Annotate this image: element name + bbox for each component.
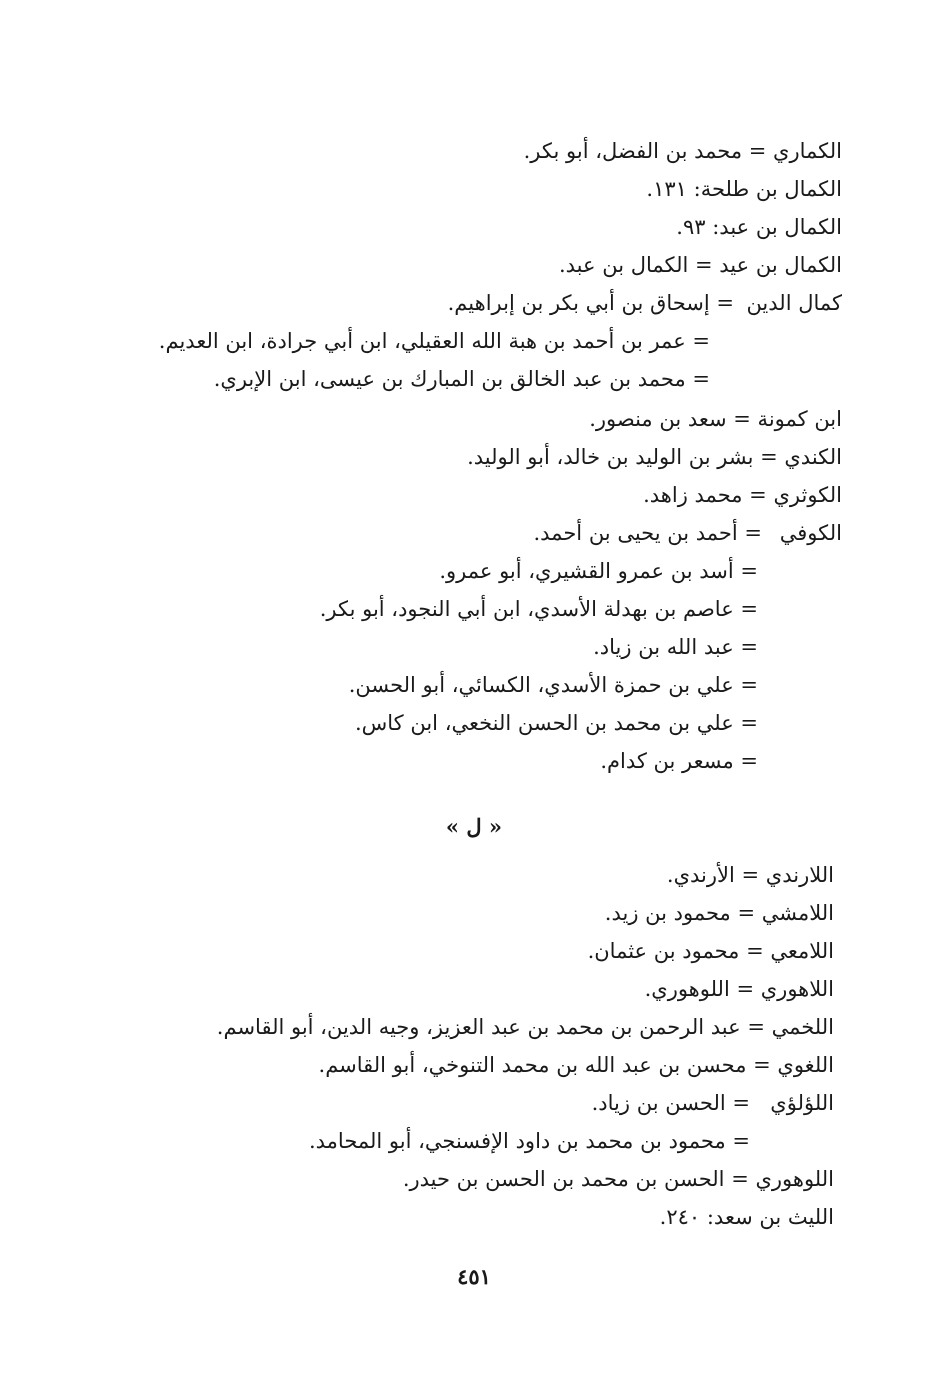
- section-heading: « ل »: [445, 814, 503, 839]
- entry-label: كمال الدين: [746, 291, 842, 315]
- index-entry: اللاهوري = اللوهوري.: [644, 977, 834, 1001]
- entry-label: الكوفي: [779, 521, 842, 545]
- index-entry: [592, 1088, 834, 1118]
- index-entry-continuation: = أسد بن عمرو القشيري، أبو عمرو.: [439, 559, 758, 583]
- index-entry: اللامشي = محمود بن زيد.: [604, 901, 834, 925]
- index-entry: الكندي = بشر بن الوليد بن خالد، أبو الوليد.: [467, 445, 842, 469]
- index-entry: اللخمي = عبد الرحمن بن محمد بن عبد العزيز، وجيه الدين، أبو القاسم.: [216, 1015, 834, 1039]
- index-entry: ابن كمونة = سعد بن منصور.: [589, 407, 842, 431]
- index-entry: اللامعي = محمود بن عثمان.: [587, 939, 834, 963]
- index-entry: الكماري = محمد بن الفضل، أبو بكر.: [523, 139, 842, 163]
- index-entry-continuation: = عبد الله بن زياد.: [593, 635, 758, 659]
- entry-text: = إسحاق بن أبي بكر بن إبراهيم.: [447, 291, 734, 315]
- index-entry-continuation: = محمود بن محمد بن داود الإفسنجي، أبو المحامد.: [308, 1129, 750, 1153]
- index-entry: الكمال بن طلحة: ١٣١.: [646, 177, 842, 201]
- index-entry: اللوهوري = الحسن بن محمد بن الحسن بن حيدر.: [402, 1167, 834, 1191]
- entry-label: اللؤلؤي: [770, 1091, 834, 1115]
- index-entry: الكوثري = محمد زاهد.: [643, 483, 842, 507]
- page-number: ٤٥١: [457, 1264, 491, 1289]
- index-entry-continuation: = عمر بن أحمد بن هبة الله العقيلي، ابن أبي جرادة، ابن العديم.: [158, 329, 710, 353]
- index-entry: [448, 288, 842, 318]
- index-entry-continuation: = مسعر بن كدام.: [600, 749, 758, 773]
- entry-text: = أحمد بن يحيى بن أحمد.: [533, 521, 762, 545]
- index-entry: الليث بن سعد: ٢٤٠.: [659, 1205, 834, 1229]
- index-entry: اللارندي = الأرندي.: [666, 863, 834, 887]
- entry-text: = الحسن بن زياد.: [591, 1091, 750, 1115]
- index-entry-continuation: = علي بن حمزة الأسدي، الكسائي، أبو الحسن.: [348, 673, 758, 697]
- index-entry-continuation: = علي بن محمد بن الحسن النخعي، ابن كاس.: [354, 711, 758, 735]
- index-entry-continuation: = عاصم بن بهدلة الأسدي، ابن أبي النجود، أبو بكر.: [319, 597, 758, 621]
- index-entry: الكمال بن عبد: ٩٣.: [676, 215, 842, 239]
- index-entry-continuation: = محمد بن عبد الخالق بن المبارك بن عيسى، ابن الإبري.: [213, 367, 710, 391]
- index-entry: اللغوي = محسن بن عبد الله بن محمد التنوخي، أبو القاسم.: [318, 1053, 834, 1077]
- index-entry: [533, 518, 842, 548]
- index-entry: الكمال بن عيد = الكمال بن عبد.: [558, 253, 842, 277]
